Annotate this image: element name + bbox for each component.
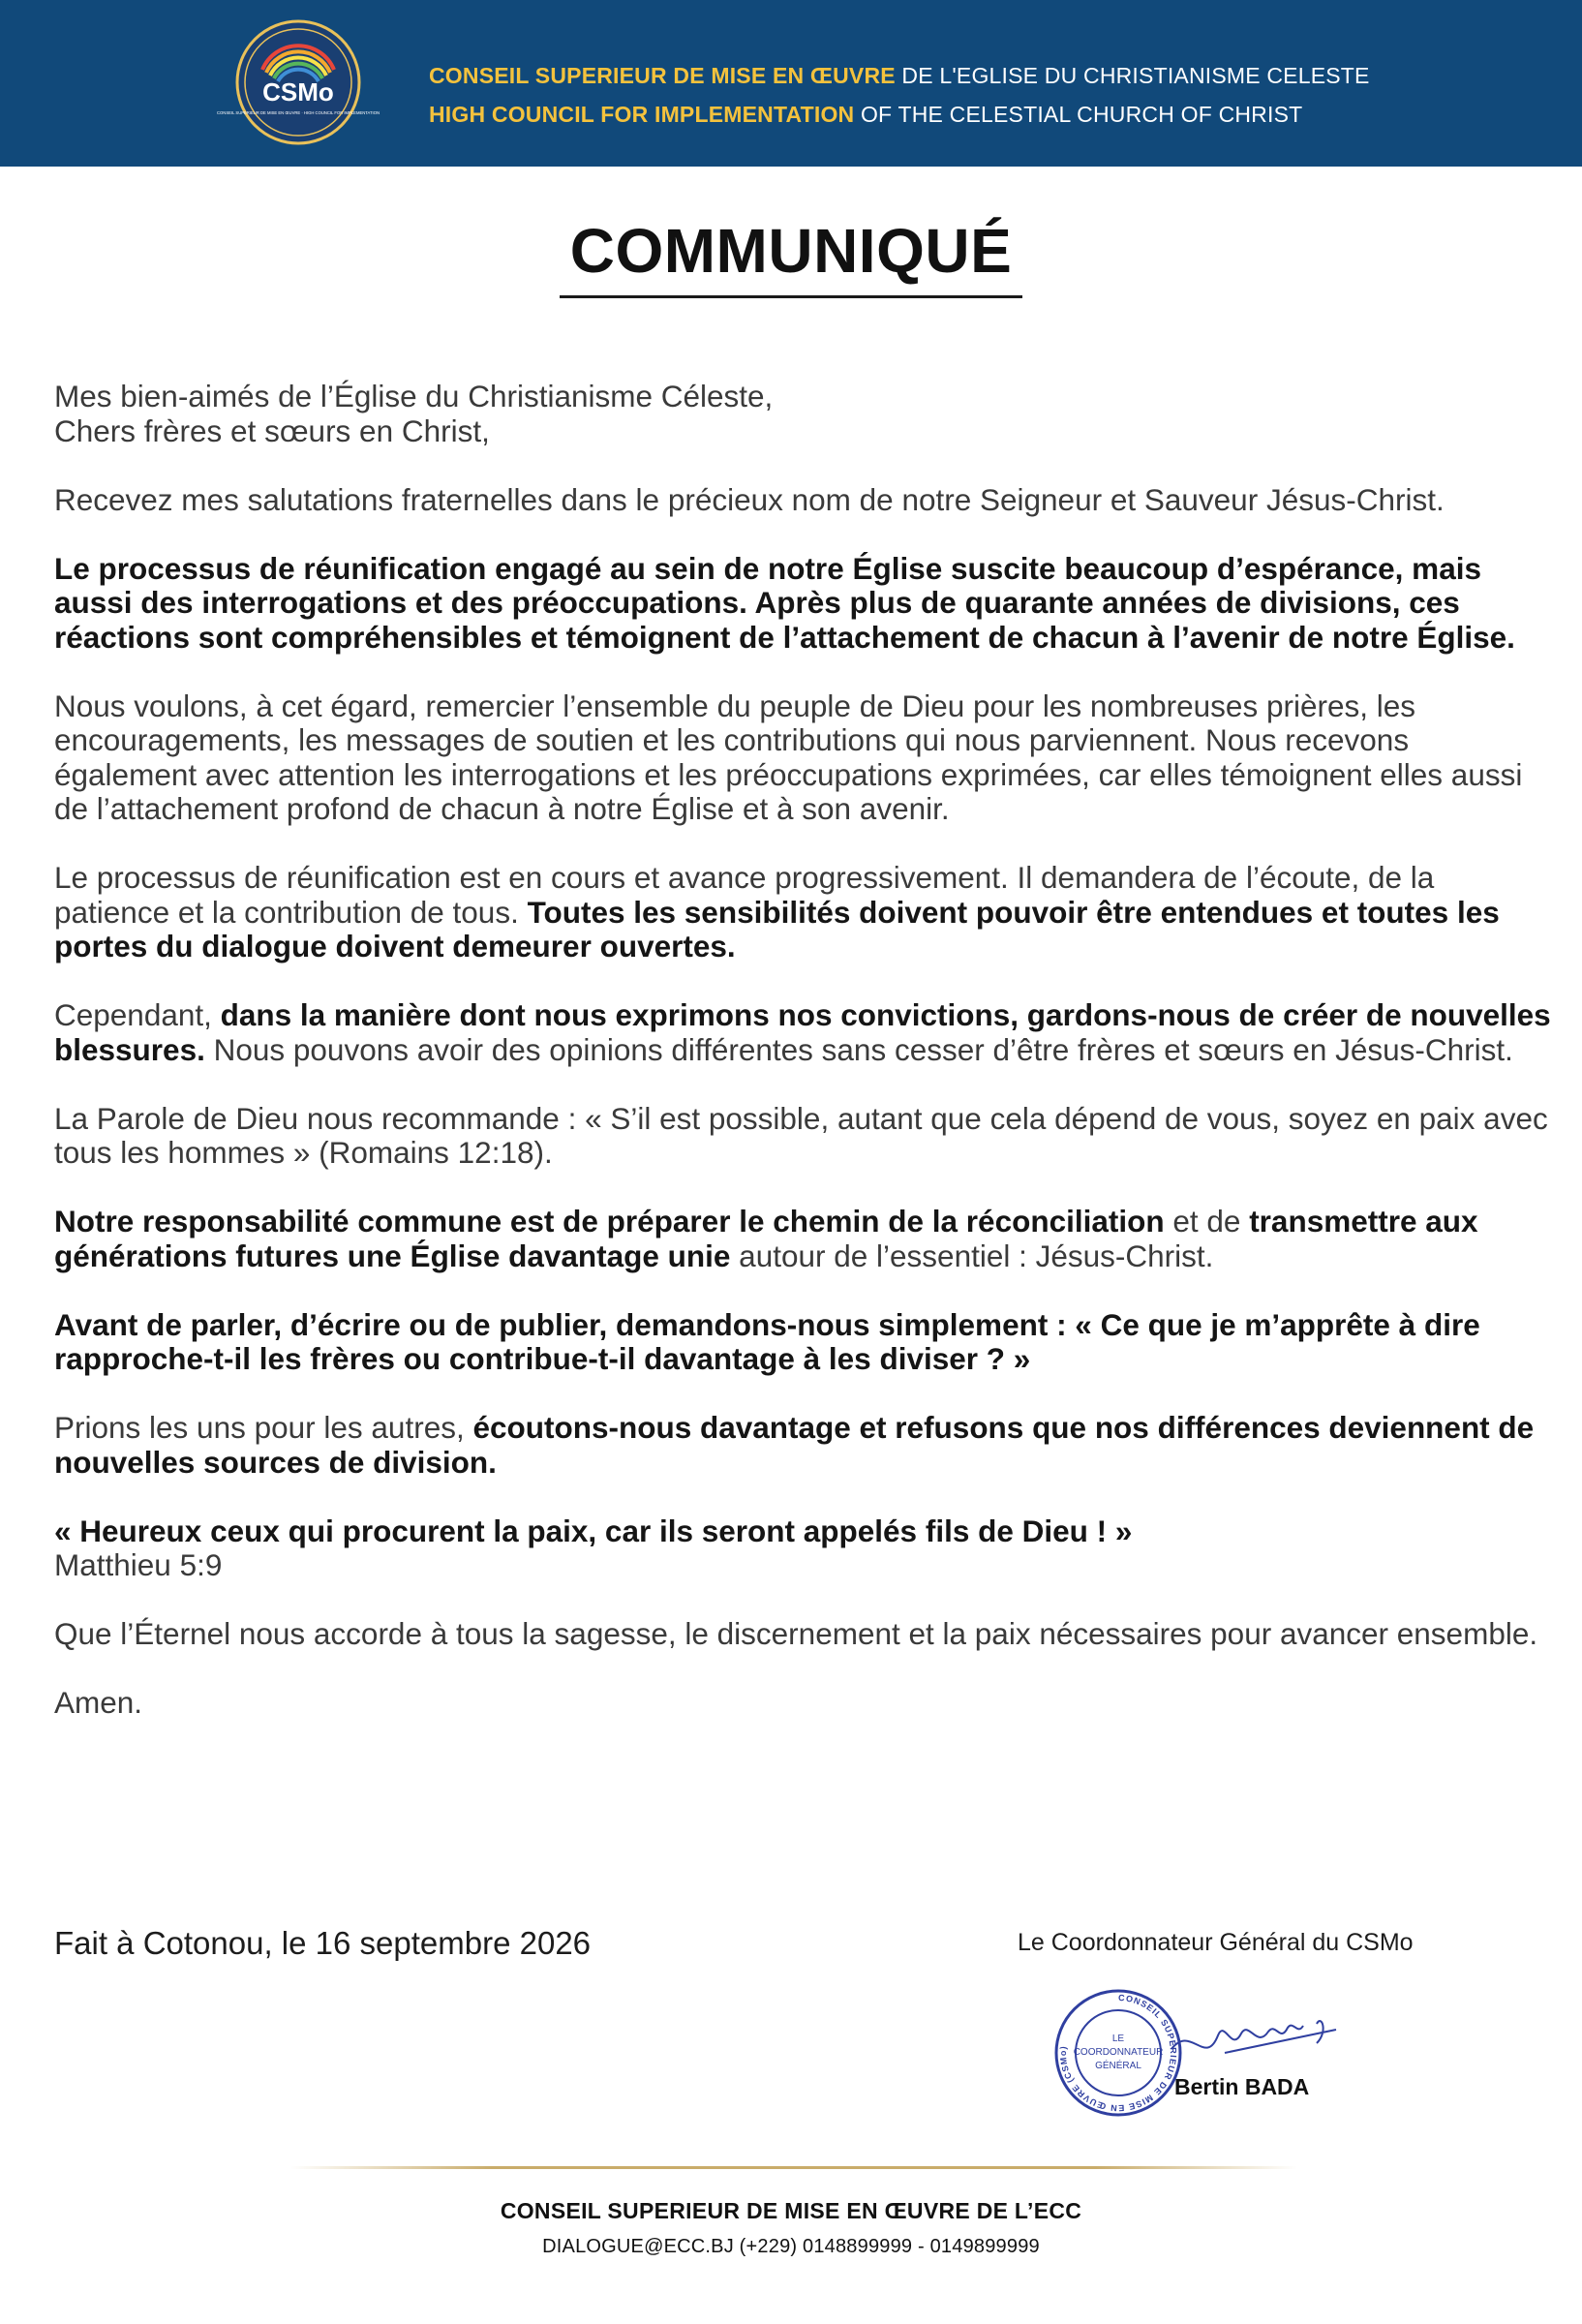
svg-text:LE: LE xyxy=(1111,2034,1125,2044)
paragraph-prayer: Prions les uns pour les autres, écoutons-nous davantage et refusons que nos différences deviennent de nouvelles sources de division. xyxy=(54,1410,1535,1480)
paragraph-blessing: Que l’Éternel nous accorde à tous la sagesse, le discernement et la paix nécessaires pour avancer ensemble. xyxy=(54,1616,1538,1651)
footer-organization: CONSEIL SUPERIEUR DE MISE EN ŒUVRE DE L’ECC xyxy=(500,2198,1082,2223)
svg-text:CONSEIL SUPERIEUR DE MISE EN Œ: CONSEIL SUPERIEUR DE MISE EN ŒUVRE · HIGH COUNCIL FOR IMPLEMENTATION xyxy=(217,110,380,115)
header-titles xyxy=(429,56,1370,134)
footer-divider xyxy=(290,2166,1297,2169)
paragraph-process: Le processus de réunification est en cours et avance progressivement. Il demandera de l’écoute, de la patience et la contribution de tous. Toutes les sensibilités doivent pouvoir être entendues et toutes les portes du dialogue doivent demeurer ouvertes. xyxy=(54,860,1500,963)
svg-text:GÉNÉRAL: GÉNÉRAL xyxy=(1095,2061,1141,2071)
paragraph-convictions: Cependant, dans la manière dont nous exprimons nos convictions, gardons-nous de créer de nouvelles blessures. Nous pouvons avoir des opinions différentes sans cesser d’être frères et sœurs en Jésus-Christ. xyxy=(54,997,1551,1067)
header-line-fr: CONSEIL SUPERIEUR DE MISE EN ŒUVRE DE L'EGLISE DU CHRISTIANISME CELESTE xyxy=(429,63,1370,88)
title-underline xyxy=(560,295,1022,298)
header-band xyxy=(0,0,1582,167)
signatory-name: Bertin BADA xyxy=(1174,2074,1310,2099)
paragraph-thanks: Nous voulons, à cet égard, remercier l’ensemble du peuple de Dieu pour les nombreuses prières, les encouragements, les messages de soutien et les contributions qui nous parviennent. Nous recevons également avec attention les interrogations et les préoccupations exprimées, car elles témoignent elles aussi de l’attachement profond de chacun à notre Église et à son avenir. xyxy=(54,688,1523,826)
paragraph-beatitude: « Heureux ceux qui procurent la paix, car ils seront appelés fils de Dieu ! » Matthieu 5:9 xyxy=(54,1513,1133,1582)
letter-body xyxy=(54,380,1555,1755)
signatory-role: Le Coordonnateur Général du CSMo xyxy=(1018,1929,1414,1956)
csmo-logo xyxy=(217,19,380,145)
place-and-date: Fait à Cotonou, le 16 septembre 2026 xyxy=(54,1925,592,1961)
paragraph-reunification: Le processus de réunification engagé au sein de notre Église suscite beaucoup d’espérance, mais aussi des interrogations et des préoccupations. Après plus de quarante années de divisions, ces réactions sont compréhensibles et témoignent de l’attachement de chacun à l’avenir de notre Église. xyxy=(54,550,1515,655)
paragraph-scripture: La Parole de Dieu nous recommande : « S’il est possible, autant que cela dépend de vous, soyez en paix avec tous les hommes » (Romains 12:18). xyxy=(54,1100,1548,1170)
svg-text:CSMo: CSMo xyxy=(262,77,334,107)
page-title: COMMUNIQUÉ xyxy=(569,216,1013,286)
official-stamp-and-signature xyxy=(1026,1985,1346,2121)
paragraph-reflection: Avant de parler, d’écrire ou de publier, demandons-nous simplement : « Ce que je m’apprête à dire rapproche-t-il les frères ou contribue-t-il davantage à les diviser ? » xyxy=(54,1306,1480,1376)
svg-text:COORDONNATEUR: COORDONNATEUR xyxy=(1073,2047,1164,2058)
paragraph-greeting: Recevez mes salutations fraternelles dans le précieux nom de notre Seigneur et Sauveur Jésus-Christ. xyxy=(54,481,1445,517)
salutation: Mes bien-aimés de l’Église du Christianisme Céleste, Chers frères et sœurs en Christ, xyxy=(54,379,774,448)
footer-contact: DIALOGUE@ECC.BJ (+229) 0148899999 - 0149899999 xyxy=(542,2236,1040,2257)
header-line-en: HIGH COUNCIL FOR IMPLEMENTATION OF THE CELESTIAL CHURCH OF CHRIST xyxy=(429,102,1303,127)
paragraph-amen: Amen. xyxy=(54,1685,143,1720)
paragraph-responsibility: Notre responsabilité commune est de préparer le chemin de la réconciliation et de transmettre aux générations futures une Église davantage unie autour de l’essentiel : Jésus-Christ. xyxy=(54,1204,1478,1273)
svg-text:CONSEIL SUPERIEUR DE MISE EN Œ: CONSEIL SUPERIEUR DE MISE EN ŒUVRE (CSMo) xyxy=(1057,1992,1179,2114)
